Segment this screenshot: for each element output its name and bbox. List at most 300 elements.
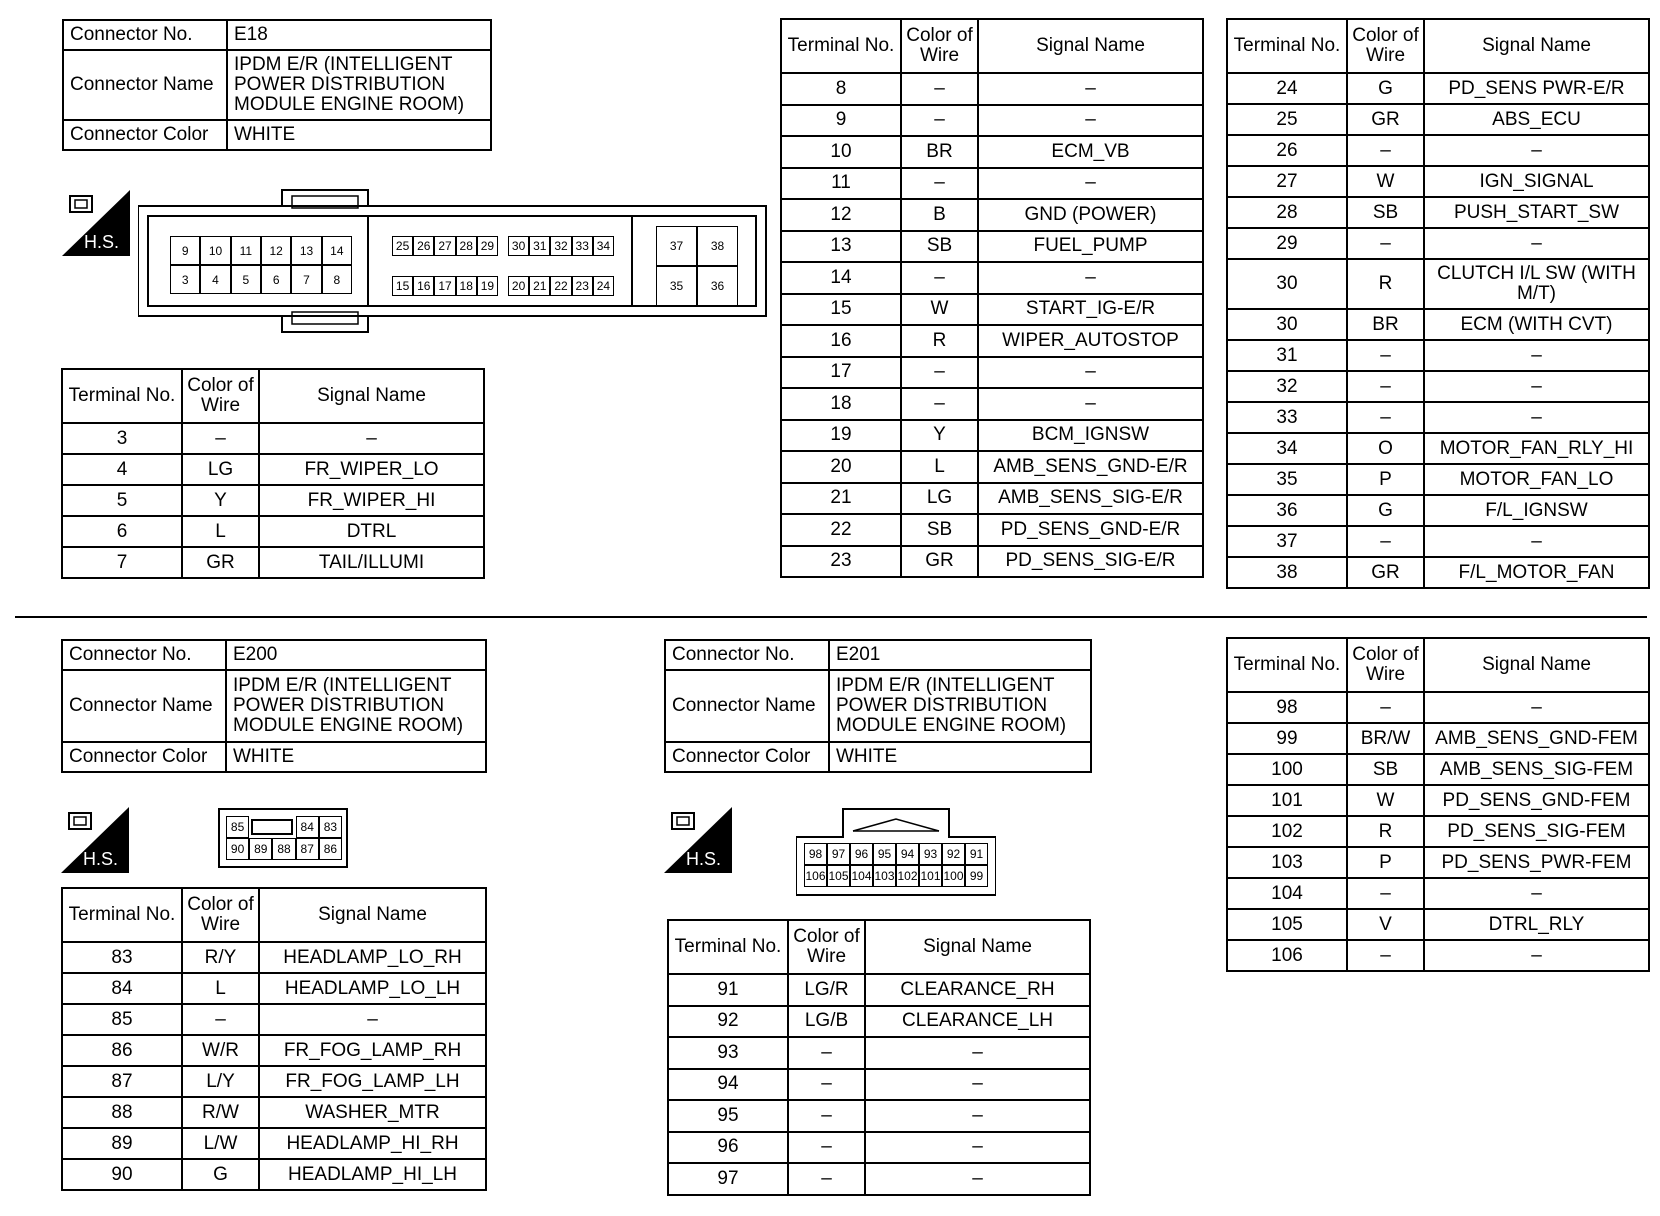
- signal-name-cell: ECM (WITH CVT): [1424, 309, 1649, 340]
- signal-name-cell: START_IG-E/R: [978, 294, 1203, 326]
- signal-name-cell: –: [1424, 228, 1649, 259]
- signal-name-cell: PUSH_START_SW: [1424, 197, 1649, 228]
- signal-name-cell: –: [1424, 135, 1649, 166]
- signal-name-cell: AMB_SENS_GND-E/R: [978, 451, 1203, 483]
- connector-name-label: Connector Name: [63, 50, 227, 120]
- pin-cell: 8: [322, 265, 352, 294]
- wire-color-header: Color of Wire: [901, 19, 978, 73]
- table-row: [62, 1097, 486, 1128]
- signal-name-cell: FR_FOG_LAMP_LH: [259, 1066, 486, 1097]
- pin-cell: 7: [291, 265, 321, 294]
- signal-name-cell: IGN_SIGNAL: [1424, 166, 1649, 197]
- wire-color-cell: G: [182, 1159, 259, 1190]
- signal-name-cell: –: [259, 1004, 486, 1035]
- pin-cell: 18: [456, 276, 477, 296]
- hs-label: H.S.: [84, 232, 120, 252]
- table-row: [1227, 73, 1649, 104]
- table-row: [1227, 166, 1649, 197]
- e200-connector-info: [61, 639, 487, 773]
- signal-name-cell: DTRL_RLY: [1424, 909, 1649, 940]
- pin-cell: 101: [919, 865, 942, 887]
- pin-cell: 28: [456, 236, 477, 256]
- pin-cell: 26: [413, 236, 434, 256]
- connector-no-label: Connector No.: [63, 20, 227, 50]
- pin-cell: 36: [697, 266, 738, 306]
- table-row: [1227, 557, 1649, 588]
- terminal-header: Terminal No.: [781, 19, 901, 73]
- signal-name-cell: BCM_IGNSW: [978, 420, 1203, 452]
- wire-color-cell: P: [1347, 847, 1424, 878]
- signal-name-cell: PD_SENS_SIG-FEM: [1424, 816, 1649, 847]
- pin-cell: 30: [508, 236, 529, 256]
- harness-side-icon: [62, 190, 130, 256]
- table-row: [62, 423, 484, 454]
- wire-color-cell: R: [1347, 259, 1424, 309]
- e18-terminal-table-3: [1226, 18, 1650, 589]
- pin-cell: 98: [804, 843, 827, 865]
- terminal-cell: 92: [668, 1006, 788, 1038]
- pin-cell: 90: [226, 838, 249, 860]
- pin-cell: 25: [392, 236, 413, 256]
- table-row: [668, 1006, 1090, 1038]
- terminal-cell: 87: [62, 1066, 182, 1097]
- table-row: [781, 231, 1203, 263]
- terminal-cell: 7: [62, 547, 182, 578]
- wire-color-cell: L: [182, 516, 259, 547]
- pin-cell: 22: [550, 276, 571, 296]
- terminal-cell: 86: [62, 1035, 182, 1066]
- terminal-cell: 27: [1227, 166, 1347, 197]
- pin-cell: 99: [965, 865, 988, 887]
- table-row: [1227, 402, 1649, 433]
- connector-no-label: Connector No.: [62, 640, 226, 670]
- pin-cell: 92: [942, 843, 965, 865]
- signal-name-cell: WIPER_AUTOSTOP: [978, 325, 1203, 357]
- pin-cell: 35: [656, 266, 697, 306]
- terminal-cell: 83: [62, 942, 182, 973]
- table-row: [781, 168, 1203, 200]
- table-row: [668, 974, 1090, 1006]
- pin-cell: 27: [434, 236, 455, 256]
- wire-color-cell: LG: [182, 454, 259, 485]
- signal-header: Signal Name: [259, 888, 486, 942]
- e18-connector-face: [138, 188, 768, 333]
- terminal-cell: 21: [781, 483, 901, 515]
- terminal-header: Terminal No.: [62, 888, 182, 942]
- pin-cell: 96: [850, 843, 873, 865]
- wire-color-cell: GR: [182, 547, 259, 578]
- connector-name-label: Connector Name: [62, 670, 226, 742]
- pin-cell: 38: [697, 226, 738, 266]
- wire-color-cell: GR: [1347, 104, 1424, 135]
- table-row: [781, 357, 1203, 389]
- harness-side-icon: [664, 807, 732, 873]
- terminal-cell: 26: [1227, 135, 1347, 166]
- terminal-cell: 102: [1227, 816, 1347, 847]
- terminal-header: Terminal No.: [668, 920, 788, 974]
- terminal-cell: 104: [1227, 878, 1347, 909]
- wire-color-cell: –: [1347, 340, 1424, 371]
- terminal-cell: 30: [1227, 259, 1347, 309]
- table-row: [62, 1004, 486, 1035]
- terminal-cell: 17: [781, 357, 901, 389]
- pin-cell: 86: [319, 838, 342, 860]
- wire-color-cell: BR/W: [1347, 723, 1424, 754]
- wire-color-cell: L/Y: [182, 1066, 259, 1097]
- signal-name-cell: –: [1424, 692, 1649, 723]
- signal-name-cell: F/L_MOTOR_FAN: [1424, 557, 1649, 588]
- pin-cell: 105: [827, 865, 850, 887]
- table-row: [781, 262, 1203, 294]
- pin-cell: 6: [261, 265, 291, 294]
- pin-cell: 87: [296, 838, 319, 860]
- terminal-cell: 33: [1227, 402, 1347, 433]
- pin-cell: 37: [656, 226, 697, 266]
- table-row: [781, 420, 1203, 452]
- wire-color-cell: –: [1347, 228, 1424, 259]
- signal-name-cell: –: [865, 1163, 1090, 1195]
- terminal-header: Terminal No.: [1227, 19, 1347, 73]
- table-row: [1227, 259, 1649, 309]
- pin-cell: 33: [572, 236, 593, 256]
- terminal-cell: 16: [781, 325, 901, 357]
- terminal-cell: 85: [62, 1004, 182, 1035]
- pin-cell: 19: [477, 276, 498, 296]
- connector-color-value: WHITE: [226, 742, 486, 772]
- signal-name-cell: HEADLAMP_LO_RH: [259, 942, 486, 973]
- pin-cell: 17: [434, 276, 455, 296]
- signal-name-cell: –: [978, 388, 1203, 420]
- pin-cell: 21: [529, 276, 550, 296]
- signal-name-cell: FR_FOG_LAMP_RH: [259, 1035, 486, 1066]
- wire-color-cell: SB: [901, 231, 978, 263]
- signal-name-cell: TAIL/ILLUMI: [259, 547, 484, 578]
- wire-color-cell: Y: [901, 420, 978, 452]
- wire-color-cell: L: [901, 451, 978, 483]
- table-row: [1227, 754, 1649, 785]
- wire-color-cell: –: [1347, 692, 1424, 723]
- terminal-cell: 97: [668, 1163, 788, 1195]
- terminal-cell: 12: [781, 199, 901, 231]
- signal-name-cell: FUEL_PUMP: [978, 231, 1203, 263]
- signal-name-cell: –: [1424, 340, 1649, 371]
- terminal-cell: 37: [1227, 526, 1347, 557]
- pin-cell: 102: [896, 865, 919, 887]
- table-row: [781, 105, 1203, 137]
- connector-color-label: Connector Color: [62, 742, 226, 772]
- table-row: [1227, 692, 1649, 723]
- table-row: [1227, 340, 1649, 371]
- signal-name-cell: AMB_SENS_GND-FEM: [1424, 723, 1649, 754]
- table-row: [781, 325, 1203, 357]
- wire-color-cell: –: [901, 168, 978, 200]
- signal-name-cell: HEADLAMP_HI_RH: [259, 1128, 486, 1159]
- e18-terminal-table-2: [780, 18, 1204, 578]
- terminal-cell: 30: [1227, 309, 1347, 340]
- signal-header: Signal Name: [865, 920, 1090, 974]
- table-row: [1227, 464, 1649, 495]
- wire-color-cell: P: [1347, 464, 1424, 495]
- wire-color-cell: Y: [182, 485, 259, 516]
- wire-color-cell: SB: [1347, 754, 1424, 785]
- e201-terminal-table-1: [667, 919, 1091, 1196]
- signal-name-cell: AMB_SENS_SIG-FEM: [1424, 754, 1649, 785]
- signal-name-cell: –: [978, 262, 1203, 294]
- pin-cell: 20: [508, 276, 529, 296]
- wire-color-header: Color of Wire: [182, 369, 259, 423]
- terminal-cell: 10: [781, 136, 901, 168]
- signal-name-cell: GND (POWER): [978, 199, 1203, 231]
- wire-color-cell: –: [901, 105, 978, 137]
- wire-color-cell: –: [182, 1004, 259, 1035]
- wire-color-header: Color of Wire: [788, 920, 865, 974]
- pin-cell: 3: [170, 265, 200, 294]
- pin-cell: 15: [392, 276, 413, 296]
- table-row: [781, 199, 1203, 231]
- signal-name-cell: –: [1424, 940, 1649, 971]
- signal-name-cell: MOTOR_FAN_RLY_HI: [1424, 433, 1649, 464]
- signal-name-cell: –: [1424, 402, 1649, 433]
- table-row: [1227, 878, 1649, 909]
- pin-cell: 12: [261, 236, 291, 265]
- pin-cell: 103: [873, 865, 896, 887]
- terminal-cell: 13: [781, 231, 901, 263]
- table-row: [1227, 228, 1649, 259]
- pin-cell: 24: [593, 276, 614, 296]
- signal-header: Signal Name: [259, 369, 484, 423]
- e201-connector-info: [664, 639, 1092, 773]
- wire-color-cell: LG: [901, 483, 978, 515]
- signal-name-cell: FR_WIPER_HI: [259, 485, 484, 516]
- pin-cell: 97: [827, 843, 850, 865]
- terminal-cell: 5: [62, 485, 182, 516]
- terminal-cell: 11: [781, 168, 901, 200]
- e201-connector-face: [796, 807, 996, 897]
- hs-label: H.S.: [686, 849, 722, 869]
- pin-cell: 32: [550, 236, 571, 256]
- wire-color-cell: L/W: [182, 1128, 259, 1159]
- terminal-cell: 4: [62, 454, 182, 485]
- signal-name-cell: –: [978, 105, 1203, 137]
- e200-connector-face: [218, 808, 348, 868]
- signal-name-cell: –: [978, 357, 1203, 389]
- terminal-cell: 9: [781, 105, 901, 137]
- connector-no-value: E201: [829, 640, 1091, 670]
- pin-cell: 91: [965, 843, 988, 865]
- table-row: [668, 1100, 1090, 1132]
- signal-header: Signal Name: [1424, 638, 1649, 692]
- table-row: [62, 942, 486, 973]
- signal-name-cell: F/L_IGNSW: [1424, 495, 1649, 526]
- terminal-cell: 35: [1227, 464, 1347, 495]
- terminal-cell: 15: [781, 294, 901, 326]
- pin-cell: 95: [873, 843, 896, 865]
- table-row: [62, 1159, 486, 1190]
- wire-color-cell: LG/B: [788, 1006, 865, 1038]
- wire-color-cell: W/R: [182, 1035, 259, 1066]
- terminal-cell: 38: [1227, 557, 1347, 588]
- wire-color-cell: –: [788, 1132, 865, 1164]
- wire-color-cell: R/W: [182, 1097, 259, 1128]
- terminal-cell: 31: [1227, 340, 1347, 371]
- signal-name-cell: –: [865, 1069, 1090, 1101]
- signal-header: Signal Name: [1424, 19, 1649, 73]
- signal-name-cell: –: [865, 1037, 1090, 1069]
- signal-name-cell: –: [1424, 371, 1649, 402]
- pin-cell: 93: [919, 843, 942, 865]
- signal-name-cell: –: [978, 73, 1203, 105]
- e201-terminal-table-2: [1226, 637, 1650, 972]
- table-row: [1227, 785, 1649, 816]
- terminal-cell: 28: [1227, 197, 1347, 228]
- terminal-cell: 84: [62, 973, 182, 1004]
- table-row: [668, 1069, 1090, 1101]
- signal-name-cell: MOTOR_FAN_LO: [1424, 464, 1649, 495]
- hs-label: H.S.: [83, 849, 119, 869]
- e200-terminal-table: [61, 887, 487, 1191]
- pin-cell: 5: [231, 265, 261, 294]
- terminal-cell: 90: [62, 1159, 182, 1190]
- wire-color-cell: GR: [1347, 557, 1424, 588]
- signal-name-cell: CLEARANCE_LH: [865, 1006, 1090, 1038]
- signal-name-cell: PD_SENS_PWR-FEM: [1424, 847, 1649, 878]
- connector-color-value: WHITE: [829, 742, 1091, 772]
- signal-name-cell: WASHER_MTR: [259, 1097, 486, 1128]
- table-row: [62, 547, 484, 578]
- wire-color-cell: –: [901, 262, 978, 294]
- wire-color-cell: –: [788, 1163, 865, 1195]
- signal-name-cell: PD_SENS_SIG-E/R: [978, 546, 1203, 578]
- connector-lock: [249, 816, 295, 838]
- signal-name-cell: CLEARANCE_RH: [865, 974, 1090, 1006]
- table-row: [62, 1128, 486, 1159]
- connector-name-value: IPDM E/R (INTELLIGENT POWER DISTRIBUTION MODULE ENGINE ROOM): [226, 670, 486, 742]
- wire-color-cell: –: [788, 1037, 865, 1069]
- wire-color-cell: V: [1347, 909, 1424, 940]
- terminal-cell: 18: [781, 388, 901, 420]
- terminal-cell: 106: [1227, 940, 1347, 971]
- terminal-cell: 19: [781, 420, 901, 452]
- terminal-cell: 99: [1227, 723, 1347, 754]
- wire-color-cell: W: [901, 294, 978, 326]
- table-row: [62, 454, 484, 485]
- table-row: [62, 485, 484, 516]
- signal-name-cell: –: [1424, 878, 1649, 909]
- terminal-cell: 3: [62, 423, 182, 454]
- table-row: [62, 516, 484, 547]
- terminal-cell: 91: [668, 974, 788, 1006]
- wire-color-cell: –: [788, 1100, 865, 1132]
- pin-cell: 104: [850, 865, 873, 887]
- pin-cell: 13: [291, 236, 321, 265]
- table-row: [1227, 816, 1649, 847]
- wire-color-cell: BR: [901, 136, 978, 168]
- terminal-cell: 14: [781, 262, 901, 294]
- pin-cell: 11: [231, 236, 261, 265]
- table-row: [1227, 197, 1649, 228]
- pin-cell: 85: [226, 816, 249, 838]
- e18-connector-info: [62, 19, 492, 151]
- signal-name-cell: ECM_VB: [978, 136, 1203, 168]
- signal-header: Signal Name: [978, 19, 1203, 73]
- signal-name-cell: HEADLAMP_LO_LH: [259, 973, 486, 1004]
- table-row: [668, 1163, 1090, 1195]
- table-row: [1227, 526, 1649, 557]
- wire-color-cell: –: [901, 73, 978, 105]
- e18-terminal-table-1: [61, 368, 485, 579]
- signal-name-cell: –: [978, 168, 1203, 200]
- wire-color-cell: SB: [1347, 197, 1424, 228]
- terminal-cell: 24: [1227, 73, 1347, 104]
- pin-cell: 84: [296, 816, 319, 838]
- table-row: [1227, 723, 1649, 754]
- table-row: [781, 294, 1203, 326]
- terminal-cell: 25: [1227, 104, 1347, 135]
- wire-color-cell: LG/R: [788, 974, 865, 1006]
- terminal-cell: 93: [668, 1037, 788, 1069]
- pin-cell: 34: [593, 236, 614, 256]
- pin-cell: 29: [477, 236, 498, 256]
- connector-no-value: E18: [227, 20, 491, 50]
- signal-name-cell: CLUTCH I/L SW (WITH M/T): [1424, 259, 1649, 309]
- connector-name-label: Connector Name: [665, 670, 829, 742]
- table-row: [668, 1037, 1090, 1069]
- table-row: [1227, 135, 1649, 166]
- terminal-cell: 34: [1227, 433, 1347, 464]
- signal-name-cell: –: [259, 423, 484, 454]
- wire-color-cell: GR: [901, 546, 978, 578]
- pin-cell: 23: [572, 276, 593, 296]
- signal-name-cell: PD_SENS_GND-FEM: [1424, 785, 1649, 816]
- table-row: [1227, 433, 1649, 464]
- signal-name-cell: ABS_ECU: [1424, 104, 1649, 135]
- wire-color-cell: W: [1347, 785, 1424, 816]
- signal-name-cell: –: [1424, 526, 1649, 557]
- wire-color-cell: –: [1347, 135, 1424, 166]
- signal-name-cell: –: [865, 1132, 1090, 1164]
- terminal-cell: 105: [1227, 909, 1347, 940]
- pin-cell: 10: [200, 236, 230, 265]
- table-row: [62, 1035, 486, 1066]
- terminal-cell: 88: [62, 1097, 182, 1128]
- wire-color-cell: –: [1347, 940, 1424, 971]
- table-row: [781, 514, 1203, 546]
- wire-color-header: Color of Wire: [1347, 19, 1424, 73]
- terminal-cell: 100: [1227, 754, 1347, 785]
- wire-color-cell: W: [1347, 166, 1424, 197]
- connector-name-value: IPDM E/R (INTELLIGENT POWER DISTRIBUTION MODULE ENGINE ROOM): [829, 670, 1091, 742]
- pin-cell: 94: [896, 843, 919, 865]
- table-row: [1227, 309, 1649, 340]
- wire-color-cell: –: [901, 357, 978, 389]
- section-divider: [15, 616, 1647, 618]
- connector-no-label: Connector No.: [665, 640, 829, 670]
- terminal-cell: 6: [62, 516, 182, 547]
- terminal-cell: 94: [668, 1069, 788, 1101]
- connector-color-label: Connector Color: [63, 120, 227, 150]
- terminal-cell: 103: [1227, 847, 1347, 878]
- wire-color-cell: L: [182, 973, 259, 1004]
- harness-side-icon: [61, 807, 129, 873]
- terminal-cell: 32: [1227, 371, 1347, 402]
- signal-name-cell: HEADLAMP_HI_LH: [259, 1159, 486, 1190]
- connector-no-value: E200: [226, 640, 486, 670]
- terminal-cell: 36: [1227, 495, 1347, 526]
- table-row: [1227, 847, 1649, 878]
- terminal-cell: 20: [781, 451, 901, 483]
- table-row: [62, 1066, 486, 1097]
- table-row: [62, 973, 486, 1004]
